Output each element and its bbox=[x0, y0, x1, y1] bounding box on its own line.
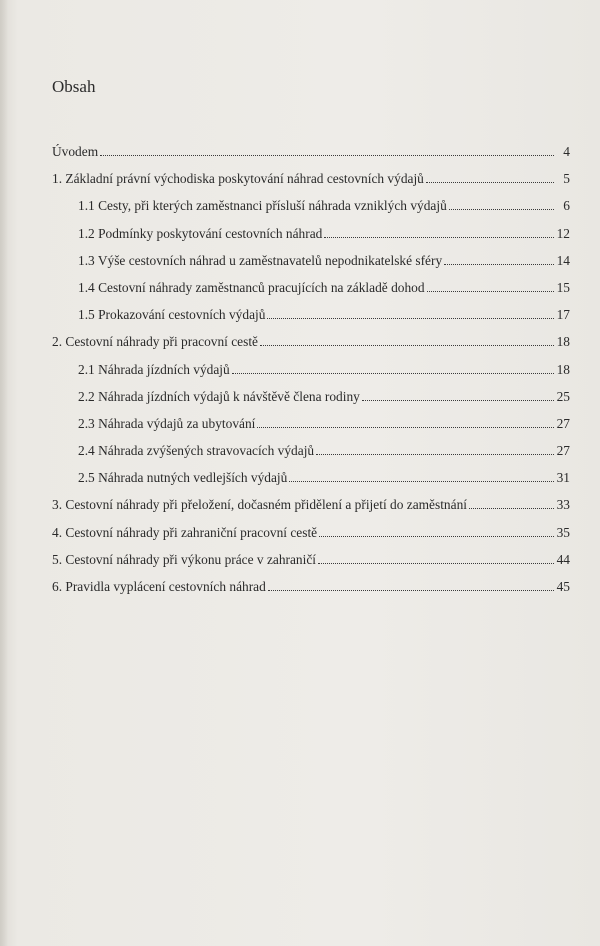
toc-entry-title: 5. Cestovní náhrady při výkonu práce v zahraničí bbox=[52, 551, 317, 567]
toc-entry-title: 4. Cestovní náhrady při zahraniční pracovní cestě bbox=[52, 524, 318, 540]
toc-entry-page: 14 bbox=[556, 252, 570, 268]
toc-entry bbox=[52, 334, 570, 361]
toc-entry-title: 1.4 Cestovní náhrady zaměstnanců pracujících na základě dohod bbox=[78, 279, 425, 295]
toc-entry-page: 6 bbox=[563, 198, 570, 214]
toc-dot-leader bbox=[267, 309, 554, 319]
toc-entry-title: 1.2 Podmínky poskytování cestovních náhrad bbox=[78, 225, 323, 241]
toc-dot-leader bbox=[444, 255, 554, 265]
toc-entry-title: 1. Základní právní východiska poskytování náhrad cestovních výdajů bbox=[52, 171, 424, 187]
toc-entry-title: 2.2 Náhrada jízdních výdajů k návštěvě člena rodiny bbox=[78, 388, 360, 404]
toc-dot-leader bbox=[469, 499, 554, 509]
toc-entry-page: 17 bbox=[556, 307, 570, 323]
toc-entry-title: 1.1 Cesty, při kterých zaměstnanci přísluší náhrada vzniklých výdajů bbox=[78, 198, 447, 214]
toc-dot-leader bbox=[449, 200, 554, 210]
toc-entry-title: 2. Cestovní náhrady při pracovní cestě bbox=[52, 334, 259, 350]
toc-entry-title: 2.4 Náhrada zvýšených stravovacích výdajů bbox=[78, 443, 315, 459]
toc-entry bbox=[52, 470, 570, 497]
toc-entry bbox=[52, 144, 570, 171]
toc-dot-leader bbox=[324, 228, 554, 238]
toc-dot-leader bbox=[319, 527, 554, 537]
toc-dot-leader bbox=[426, 173, 554, 183]
toc-entry bbox=[52, 552, 570, 579]
toc-entry bbox=[52, 389, 570, 416]
toc-entry-page: 35 bbox=[556, 524, 570, 540]
toc-dot-leader bbox=[318, 554, 554, 564]
toc-entry-title: 2.5 Náhrada nutných vedlejších výdajů bbox=[78, 470, 288, 486]
toc-entry bbox=[52, 253, 570, 280]
toc-entry-title: 1.3 Výše cestovních náhrad u zaměstnavatelů nepodnikatelské sféry bbox=[78, 252, 443, 268]
toc-entry bbox=[52, 362, 570, 389]
toc-entry-page: 15 bbox=[556, 279, 570, 295]
toc-entry-title: 2.1 Náhrada jízdních výdajů bbox=[78, 361, 230, 377]
toc-entry-page: 27 bbox=[556, 415, 570, 431]
toc-entry-page: 31 bbox=[556, 470, 570, 486]
toc-entry-page: 45 bbox=[556, 579, 570, 594]
toc-entry-title: 6. Pravidla vyplácení cestovních náhrad bbox=[52, 579, 266, 594]
toc-dot-leader bbox=[316, 445, 554, 455]
toc-dot-leader bbox=[257, 418, 554, 428]
toc-entry-title: 1.5 Prokazování cestovních výdajů bbox=[78, 307, 266, 323]
table-of-contents bbox=[52, 144, 570, 606]
toc-entry-page: 18 bbox=[556, 334, 570, 350]
toc-entry bbox=[52, 443, 570, 470]
toc-dot-leader bbox=[100, 146, 554, 156]
toc-entry-page: 12 bbox=[556, 225, 570, 241]
toc-entry bbox=[52, 226, 570, 253]
toc-entry-page: 5 bbox=[563, 171, 570, 187]
toc-entry bbox=[52, 280, 570, 307]
toc-entry bbox=[52, 171, 570, 198]
toc-entry bbox=[52, 497, 570, 524]
toc-entry-page: 25 bbox=[556, 388, 570, 404]
toc-dot-leader bbox=[260, 336, 554, 346]
toc-entry-title: Úvodem bbox=[52, 144, 99, 159]
toc-entry-title: 3. Cestovní náhrady při přeložení, dočasném přidělení a přijetí do zaměstnání bbox=[52, 497, 467, 513]
toc-entry-page: 44 bbox=[556, 551, 570, 567]
toc-entry-page: 18 bbox=[556, 361, 570, 377]
toc-entry bbox=[52, 307, 570, 334]
toc-heading: Obsah bbox=[52, 77, 96, 96]
toc-entry-title: 2.3 Náhrada výdajů za ubytování bbox=[78, 415, 256, 431]
toc-dot-leader bbox=[427, 282, 554, 292]
toc-entry bbox=[52, 525, 570, 552]
toc-entry-page: 27 bbox=[556, 443, 570, 459]
toc-dot-leader bbox=[268, 581, 554, 591]
toc-entry bbox=[52, 416, 570, 443]
toc-dot-leader bbox=[362, 391, 554, 401]
toc-entry bbox=[52, 579, 570, 606]
toc-dot-leader bbox=[232, 364, 554, 374]
toc-entry bbox=[52, 198, 570, 225]
page-binding-shadow bbox=[0, 0, 8, 946]
toc-entry-page: 4 bbox=[563, 144, 570, 159]
toc-dot-leader bbox=[289, 472, 554, 482]
toc-entry-page: 33 bbox=[556, 497, 570, 513]
